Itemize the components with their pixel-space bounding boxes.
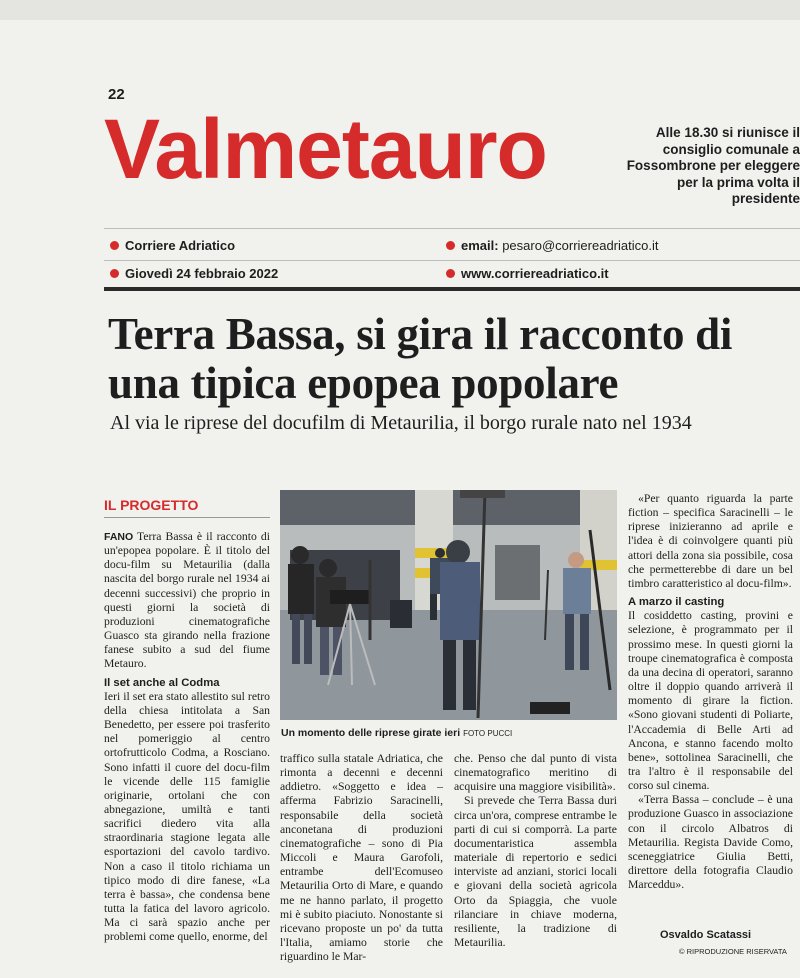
- paragraph: Si prevede che Terra Bassa duri circa un'ora, comprese entrambe le parti di cui si comporrà. La parte documentaristica assembla materiale di repertorio e sedici interviste ad anziani, storici locali e giovani della società agricola Orto da Spiaggia, che vuole rilanciare in chiave moderna, resiliente, la tradizione di Metaurilia.: [454, 794, 617, 950]
- photo-credit: FOTO PUCCI: [463, 729, 513, 738]
- header-rule: [104, 287, 800, 291]
- article-column-4: [628, 492, 793, 892]
- bullet-icon: [110, 269, 119, 278]
- email-line[interactable]: email: pesaro@corriereadriatico.it: [446, 238, 658, 253]
- bullet-icon: [110, 241, 119, 250]
- subheading: Il set anche al Codma: [104, 676, 220, 689]
- paragraph: «Terra Bassa – conclude – è una produzione Guasco in associazione con il circolo Albatros di Metaurilia. Regista Davide Como, sceneggiatrice Giulia Betti, direttore della fotografia Claudio Marceddu».: [628, 793, 793, 892]
- website-link[interactable]: www.corriereadriatico.it: [446, 266, 609, 281]
- subheading: A marzo il casting: [628, 596, 725, 609]
- dateline: FANO: [104, 531, 134, 543]
- article-headline: Terra Bassa, si gira il racconto di una tipica epopea popolare: [108, 309, 733, 408]
- copyright-notice: © RIPRODUZIONE RISERVATA: [679, 947, 787, 956]
- teaser-box: Alle 18.30 si riunisce il consiglio comunale a Fossombrone per eleggere per la prima volta il presidente: [626, 125, 800, 206]
- author-byline: Osvaldo Scatassi: [660, 929, 752, 941]
- section-title: Valmetauro: [104, 102, 547, 196]
- paragraph: Terra Bassa è il racconto di un'epopea popolare. È il titolo del docu-film su Metaurilia (dalla nascita del borgo rurale nel 1934 ai decenni successivi) che proprio in questi giorni la società di produzioni cinematografiche Guasco sta girando nella frazione fanese subito a sud del fiume Metauro.: [104, 530, 270, 671]
- paragraph: «Per quanto riguarda la parte fiction – specifica Saracinelli – le riprese inizieranno ad aprile e l'idea è di coinvolgere quanti più attori della zona sia possibile, cosa che permetterebbe di dare un bel timbro caratteristico al docu-film».: [628, 492, 793, 590]
- article-column-2: [280, 752, 443, 964]
- article-column-3: [454, 752, 617, 950]
- photo-caption: Un momento delle riprese girate ieri FOTO PUCCI: [281, 727, 513, 739]
- paper-name: Corriere Adriatico: [110, 238, 235, 253]
- film-set-photo: [280, 490, 617, 720]
- article-photo: [280, 490, 617, 720]
- paragraph: Ieri il set era stato allestito sul retro della chiesa intitolata a San Benedetto, per essere poi trasferito nel pomeriggio al centro ortofrutticolo Codma, a Rosciano. Sono infatti il cuore del docu-film le vicende delle 115 famiglie originarie, ortolani che con abnegazione, umiltà e tanti sacrifici diedero vita alla straordinaria stagione legata alle esportazioni del cavolo tardivo. Non a caso il titolo richiama un tipico modo di dire fanese, «La terra è bassa», che condensa bene tutta la fatica del lavoro agricolo. Ma ci sarà spazio anche per problemi come quello, enorme, del: [104, 689, 270, 944]
- page-number: 22: [108, 86, 125, 103]
- scan-edge: [0, 0, 800, 20]
- issue-date: Giovedì 24 febbraio 2022: [110, 266, 278, 281]
- bullet-icon: [446, 241, 455, 250]
- paragraph: che. Penso che dal punto di vista cinematografico meritino di acquisire una maggiore visibilità».: [454, 752, 617, 794]
- divider: [104, 228, 800, 229]
- article-subheadline: Al via le riprese del docufilm di Metaurilia, il borgo rurale nato nel 1934: [110, 412, 692, 434]
- divider: [104, 260, 800, 261]
- article-column-1: [104, 530, 270, 945]
- paragraph: traffico sulla statale Adriatica, che rimonta a decenni e decenni addietro. «Soggetto e idea – afferma Fabrizio Saracinelli, responsabile della società anconetana di produzioni cinematografiche – sono di Pia Miccoli e Maura Garofoli, entrambe dell'Ecomuseo Metaurilia Orto di Mare, e quando me ne hanno parlato, il progetto mi è subito piaciuto. Nonostante si ricevano proposte un po' da tutta l'Italia, amiamo storie che riguardino le Mar-: [280, 752, 443, 964]
- bullet-icon: [446, 269, 455, 278]
- paragraph: Il cosiddetto casting, provini e selezione, è programmato per il prossimo mese. In questi giorni la troupe cinematografica è composta da una decina di operatori, saranno oltre il doppio quando arriverà il momento di girare la fiction. «Sono giovani studenti di Poliarte, l'Accademia di Belle Arti ad Ancona, e stanno facendo molto bene», sottolinea Saracinelli, che tra l'altro è il responsabile del corso sul cinema.: [628, 609, 793, 793]
- kicker: IL PROGETTO: [104, 495, 270, 518]
